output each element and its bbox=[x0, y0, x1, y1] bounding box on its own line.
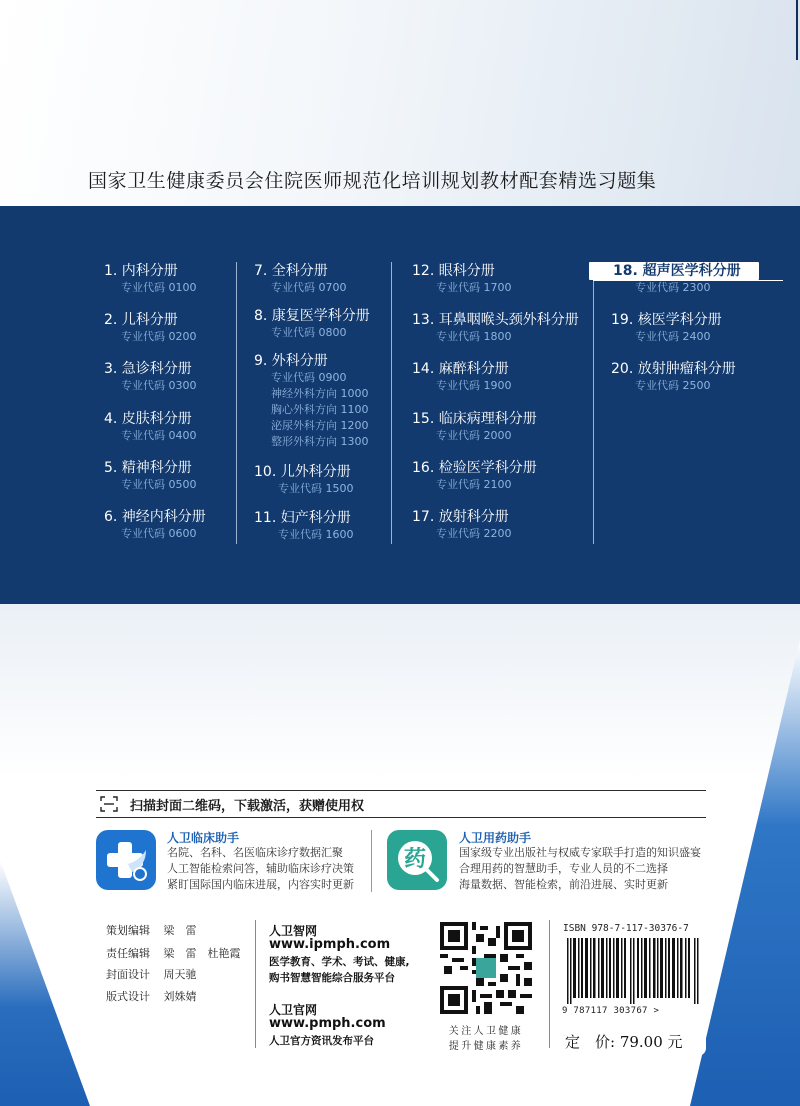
herb-search-icon[interactable] bbox=[387, 830, 447, 890]
price: 定 价: 79.00 元 bbox=[565, 1033, 683, 1051]
volume-code: 胸心外科方向 1100 bbox=[271, 403, 369, 416]
volume-code: 神经外科方向 1000 bbox=[271, 387, 369, 400]
app-title: 人卫用药助手 bbox=[459, 831, 532, 845]
volume-name: 18. 超声医学科分册 bbox=[589, 262, 759, 280]
panel-divider bbox=[549, 920, 550, 1048]
app-description: 合理用药的智慧助手，专业人员的不二选择 bbox=[459, 862, 668, 875]
highlight-underline bbox=[593, 280, 783, 281]
credit-value: 刘姝婧 bbox=[163, 990, 197, 1003]
website-name: 人卫智网 bbox=[269, 924, 318, 938]
left-wave-decoration bbox=[0, 860, 90, 1106]
credit-row bbox=[106, 988, 197, 1004]
volume-item bbox=[254, 307, 370, 341]
volume-item bbox=[104, 360, 197, 394]
website-url[interactable]: www.pmph.com bbox=[269, 1016, 386, 1031]
volume-item bbox=[254, 509, 354, 543]
volume-code: 专业代码 1600 bbox=[278, 528, 354, 541]
credit-label: 责任编辑 bbox=[106, 947, 150, 960]
panel-divider bbox=[255, 920, 256, 1048]
volume-item bbox=[254, 463, 354, 497]
volume-code: 专业代码 2200 bbox=[436, 527, 512, 540]
volume-name: 5. 精神科分册 bbox=[104, 460, 192, 476]
qr-code-icon[interactable] bbox=[440, 922, 532, 1014]
volume-name: 1. 内科分册 bbox=[104, 263, 178, 279]
volume-item bbox=[412, 508, 512, 542]
website-url[interactable]: www.ipmph.com bbox=[269, 937, 391, 952]
barcode-digits: 9 787117 303767 > bbox=[562, 1006, 660, 1016]
volume-name: 3. 急诊科分册 bbox=[104, 361, 192, 377]
volume-code: 专业代码 2000 bbox=[436, 429, 512, 442]
volume-name: 17. 放射科分册 bbox=[412, 509, 509, 525]
isbn: ISBN 978-7-117-30376-7 bbox=[563, 923, 689, 934]
volume-item bbox=[412, 311, 579, 345]
website-description: 购书智慧智能综合服务平台 bbox=[269, 972, 395, 984]
qr-caption: 关注人卫健康 bbox=[448, 1026, 524, 1037]
svg-text:药: 药 bbox=[403, 847, 427, 872]
volume-code: 专业代码 0700 bbox=[271, 281, 347, 294]
volume-code: 泌尿外科方向 1200 bbox=[271, 419, 369, 432]
volume-code: 整形外科方向 1300 bbox=[271, 435, 369, 448]
column-divider bbox=[391, 262, 392, 544]
credit-value: 梁 雷 bbox=[163, 924, 197, 937]
volume-code: 专业代码 1900 bbox=[436, 379, 512, 392]
credit-label: 封面设计 bbox=[106, 968, 150, 981]
credit-value: 梁 雷 杜艳霞 bbox=[163, 947, 241, 960]
volume-code: 专业代码 1800 bbox=[436, 330, 512, 343]
volume-name: 4. 皮肤科分册 bbox=[104, 411, 192, 427]
volume-name: 15. 临床病理科分册 bbox=[412, 411, 537, 427]
volume-item bbox=[412, 410, 537, 444]
volume-code: 专业代码 0900 bbox=[271, 371, 347, 384]
volume-name: 11. 妇产科分册 bbox=[254, 510, 351, 526]
volume-name: 20. 放射肿瘤科分册 bbox=[611, 361, 736, 377]
volume-item bbox=[104, 508, 206, 542]
volume-item bbox=[611, 360, 736, 394]
qr-caption: 提升健康素养 bbox=[448, 1041, 524, 1052]
app-description: 紧盯国际国内临床进展，内容实时更新 bbox=[167, 878, 354, 891]
volume-name: 13. 耳鼻咽喉头颈外科分册 bbox=[412, 312, 579, 328]
volume-name: 12. 眼科分册 bbox=[412, 263, 495, 279]
volume-name: 2. 儿科分册 bbox=[104, 312, 178, 328]
volume-item-highlighted bbox=[611, 262, 759, 296]
volume-code: 专业代码 0500 bbox=[121, 478, 197, 491]
volume-item bbox=[412, 262, 512, 296]
series-title: 国家卫生健康委员会住院医师规范化培训规划教材配套精选习题集 bbox=[88, 170, 657, 192]
volume-code: 专业代码 1700 bbox=[436, 281, 512, 294]
volume-code: 专业代码 0300 bbox=[121, 379, 197, 392]
credit-value: 周天驰 bbox=[163, 968, 197, 981]
volume-name: 8. 康复医学科分册 bbox=[254, 308, 370, 324]
app-description: 海量数据、智能检索，前沿进展、实时更新 bbox=[459, 878, 668, 891]
volume-name: 10. 儿外科分册 bbox=[254, 464, 351, 480]
volume-name: 16. 检验医学科分册 bbox=[412, 460, 537, 476]
volume-item bbox=[104, 262, 197, 296]
column-divider bbox=[236, 262, 237, 544]
volume-name: 9. 外科分册 bbox=[254, 353, 328, 369]
volume-item bbox=[104, 311, 197, 345]
volume-name: 19. 核医学科分册 bbox=[611, 312, 722, 328]
volume-item bbox=[412, 360, 512, 394]
credit-label: 版式设计 bbox=[106, 990, 150, 1003]
volume-item bbox=[412, 459, 537, 493]
volume-item bbox=[611, 311, 722, 345]
app-title: 人卫临床助手 bbox=[167, 831, 240, 845]
volume-item bbox=[104, 410, 197, 444]
volume-code: 专业代码 0100 bbox=[121, 281, 197, 294]
volume-item bbox=[254, 352, 369, 450]
credit-row bbox=[106, 922, 197, 938]
edge-line bbox=[796, 0, 798, 60]
barcode-icon bbox=[567, 938, 699, 1004]
volume-name: 7. 全科分册 bbox=[254, 263, 328, 279]
volume-code: 专业代码 0800 bbox=[271, 326, 347, 339]
volume-code: 专业代码 1500 bbox=[278, 482, 354, 495]
volume-item bbox=[104, 459, 197, 493]
scan-instruction-row bbox=[96, 790, 706, 818]
credit-row bbox=[106, 945, 241, 961]
column-divider bbox=[593, 262, 594, 544]
website-description: 人卫官方资讯发布平台 bbox=[269, 1035, 374, 1047]
volume-code: 专业代码 2300 bbox=[635, 281, 711, 294]
volume-code: 专业代码 0400 bbox=[121, 429, 197, 442]
scan-instruction: 扫描封面二维码，下载激活，获赠使用权 bbox=[130, 799, 365, 814]
app-description: 国家级专业出版社与权威专家联手打造的知识盛宴 bbox=[459, 846, 701, 859]
volume-code: 专业代码 2400 bbox=[635, 330, 711, 343]
volume-code: 专业代码 2500 bbox=[635, 379, 711, 392]
credit-row bbox=[106, 966, 197, 982]
credit-label: 策划编辑 bbox=[106, 924, 150, 937]
medical-cross-icon[interactable] bbox=[96, 830, 156, 890]
scan-icon bbox=[100, 796, 118, 812]
app-description: 名院、名科、名医临床诊疗数据汇聚 bbox=[167, 846, 343, 859]
volume-name: 6. 神经内科分册 bbox=[104, 509, 206, 525]
volume-name: 14. 麻醉科分册 bbox=[412, 361, 509, 377]
volume-code: 专业代码 2100 bbox=[436, 478, 512, 491]
app-divider bbox=[371, 830, 372, 892]
website-name: 人卫官网 bbox=[269, 1003, 318, 1017]
volume-code: 专业代码 0200 bbox=[121, 330, 197, 343]
volume-item bbox=[254, 262, 347, 296]
volume-code: 专业代码 0600 bbox=[121, 527, 197, 540]
app-description: 人工智能检索问答，辅助临床诊疗决策 bbox=[167, 862, 354, 875]
website-description: 医学教育、学术、考试、健康, bbox=[269, 956, 410, 968]
